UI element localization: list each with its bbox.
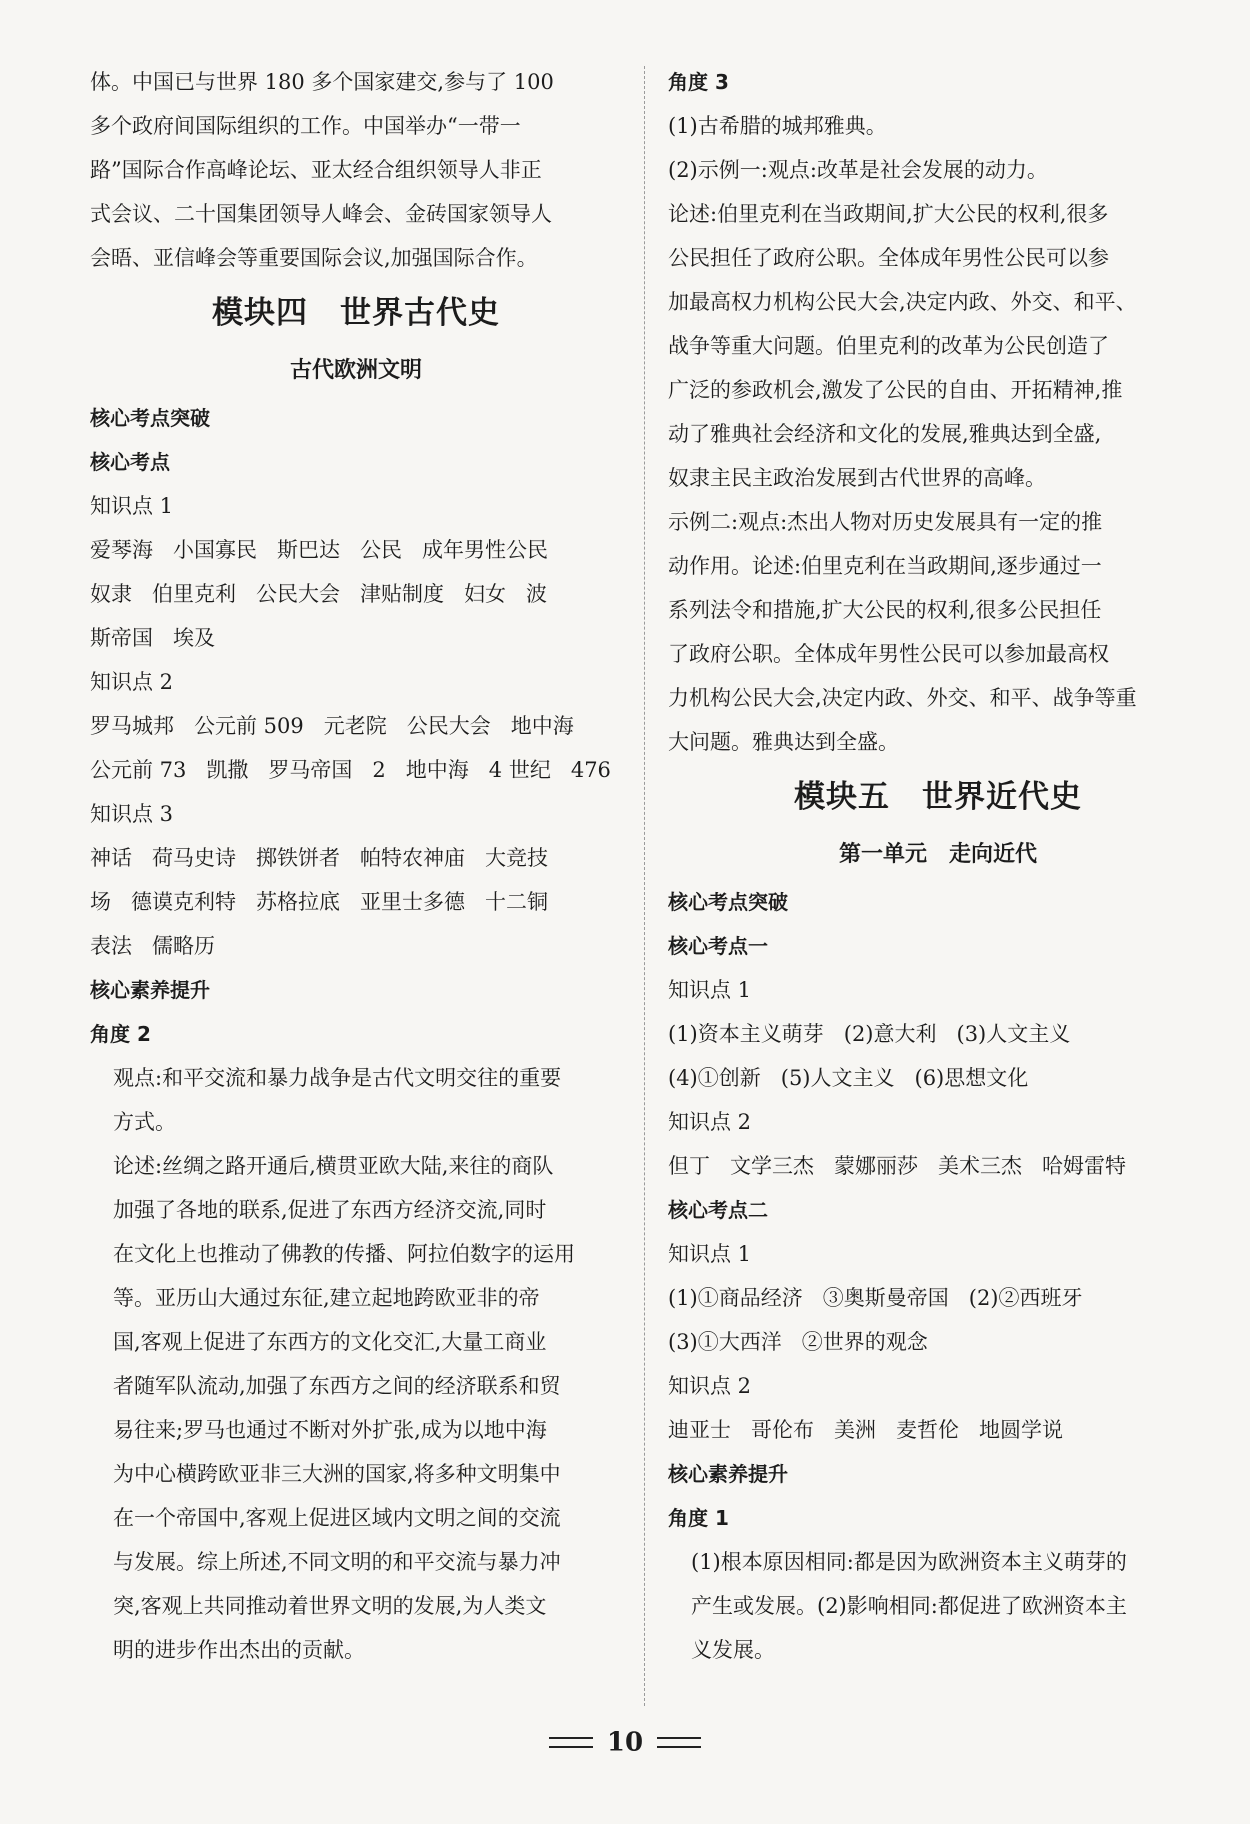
text-line: 体。中国已与世界 180 多个国家建交,参与了 100 — [90, 70, 554, 94]
answer-term: 场 — [90, 890, 111, 914]
text-line: 动作用。论述:伯里克利在当政期间,逐步通过一 — [668, 554, 1102, 578]
answer-terms — [90, 748, 622, 792]
subheading: 角度 3 — [668, 70, 729, 94]
subheading: 核心考点二 — [668, 1198, 768, 1222]
text-line: 加最高权力机构公民大会,决定内政、外交、和平、 — [668, 290, 1137, 314]
column-divider — [644, 66, 645, 1706]
answer-term: 埃及 — [173, 626, 215, 650]
answer-term: (3)①大西洋 — [668, 1330, 782, 1354]
text-line: 者随军队流动,加强了东西方之间的经济联系和贸 — [113, 1374, 561, 1398]
left-column — [90, 60, 622, 1672]
subheading: 核心素养提升 — [668, 1462, 788, 1486]
answer-terms — [90, 880, 622, 924]
answer-term: 波 — [526, 582, 547, 606]
answer-term: 但丁 — [668, 1154, 710, 1178]
answer-term: 伯里克利 — [152, 582, 236, 606]
text-line: 易往来;罗马也通过不断对外扩张,成为以地中海 — [113, 1418, 547, 1442]
answer-term: 地圆学说 — [979, 1418, 1063, 1442]
answer-term: (1)①商品经济 — [668, 1286, 803, 1310]
text-line: 式会议、二十国集团领导人峰会、金砖国家领导人 — [90, 202, 552, 226]
answer-term: 文学三杰 — [730, 1154, 814, 1178]
answer-term: 公民大会 — [256, 582, 340, 606]
answer-term: 妇女 — [464, 582, 506, 606]
answer-term: 罗马城邦 — [90, 714, 174, 738]
answer-term: 津贴制度 — [360, 582, 444, 606]
answer-term: 2 — [372, 758, 386, 782]
answer-term: 公民大会 — [406, 714, 491, 738]
text-line: 知识点 3 — [90, 802, 174, 826]
answer-term: 凯撒 — [206, 758, 249, 782]
text-line: 为中心横跨欧亚非三大洲的国家,将多种文明集中 — [113, 1462, 561, 1486]
answer-term: ②世界的观念 — [801, 1330, 928, 1354]
text-line: 明的进步作出杰出的贡献。 — [113, 1638, 365, 1662]
answer-term: 4 世纪 — [488, 758, 551, 782]
text-line: 动了雅典社会经济和文化的发展,雅典达到全盛, — [668, 422, 1102, 446]
answer-term: 大竞技 — [485, 846, 548, 870]
answer-term: 哥伦布 — [751, 1418, 814, 1442]
footer-rule-left — [549, 1737, 593, 1748]
text-line: 知识点 2 — [668, 1374, 752, 1398]
text-line: 会晤、亚信峰会等重要国际会议,加强国际合作。 — [90, 246, 538, 270]
answer-term: 美洲 — [834, 1418, 876, 1442]
text-line: 知识点 2 — [90, 670, 174, 694]
text-line: 大问题。雅典达到全盛。 — [668, 730, 899, 754]
page-number: 10 — [606, 1727, 644, 1758]
section-title: 第一单元 走向近代 — [838, 842, 1037, 867]
answer-term: 哈姆雷特 — [1042, 1154, 1126, 1178]
text-line: 在文化上也推动了佛教的传播、阿拉伯数字的运用 — [113, 1242, 575, 1266]
text-line: 知识点 2 — [668, 1110, 752, 1134]
answer-term: 十二铜 — [485, 890, 548, 914]
subheading: 核心考点一 — [668, 934, 768, 958]
module-title: 模块四 世界古代史 — [212, 295, 500, 331]
answer-term: 地中海 — [510, 714, 574, 738]
answer-term: 苏格拉底 — [256, 890, 340, 914]
answer-term: 德谟克利特 — [131, 890, 236, 914]
subheading: 核心考点 — [90, 450, 170, 474]
text-line: 奴隶主民主政治发展到古代世界的高峰。 — [668, 466, 1046, 490]
answer-term: 元老院 — [323, 714, 387, 738]
text-line: 论述:丝绸之路开通后,横贯亚欧大陆,来往的商队 — [113, 1154, 554, 1178]
text-line: 公民担任了政府公职。全体成年男性公民可以参 — [668, 246, 1109, 270]
answer-term: (2)②西班牙 — [968, 1286, 1083, 1310]
text-line: 方式。 — [113, 1110, 176, 1134]
answer-term: 神话 — [90, 846, 132, 870]
answer-term: 476 — [570, 758, 611, 782]
right-column — [668, 60, 1208, 1672]
answer-term: 美术三杰 — [938, 1154, 1022, 1178]
answer-term: 奴隶 — [90, 582, 132, 606]
answer-term: 成年男性公民 — [422, 538, 548, 562]
text-line: 知识点 1 — [90, 494, 174, 518]
text-line: 广泛的参政机会,激发了公民的自由、开拓精神,推 — [668, 378, 1123, 402]
text-line: (2)示例一:观点:改革是社会发展的动力。 — [668, 158, 1048, 182]
answer-terms — [90, 836, 622, 880]
subheading: 核心考点突破 — [90, 406, 210, 430]
answer-terms — [668, 1320, 1208, 1364]
answer-term: (6)思想文化 — [914, 1066, 1029, 1090]
answer-terms — [90, 616, 622, 660]
answer-term: 荷马史诗 — [152, 846, 236, 870]
text-line: 产生或发展。(2)影响相同:都促进了欧洲资本主 — [691, 1594, 1127, 1618]
answer-terms — [90, 924, 622, 968]
text-line: 系列法令和措施,扩大公民的权利,很多公民担任 — [668, 598, 1102, 622]
text-line: 路”国际合作高峰论坛、亚太经合组织领导人非正 — [90, 158, 542, 182]
text-line: (1)古希腊的城邦雅典。 — [668, 114, 887, 138]
answer-term: 爱琴海 — [90, 538, 153, 562]
answer-terms — [668, 1144, 1208, 1188]
answer-term: (1)资本主义萌芽 — [668, 1022, 824, 1046]
text-line: (1)根本原因相同:都是因为欧洲资本主义萌芽的 — [691, 1550, 1127, 1574]
text-line: 在一个帝国中,客观上促进区域内文明之间的交流 — [113, 1506, 561, 1530]
subheading: 角度 1 — [668, 1506, 729, 1530]
text-line: 多个政府间国际组织的工作。中国举办“一带一 — [90, 114, 521, 138]
answer-term: 儒略历 — [152, 934, 215, 958]
answer-terms — [668, 1408, 1208, 1452]
answer-term: 麦哲伦 — [896, 1418, 959, 1442]
answer-term: (5)人文主义 — [780, 1066, 895, 1090]
answer-term: (4)①创新 — [668, 1066, 761, 1090]
answer-term: 小国寡民 — [173, 538, 257, 562]
answer-term: 表法 — [90, 934, 132, 958]
answer-term: 亚里士多德 — [360, 890, 465, 914]
text-line: 突,客观上共同推动着世界文明的发展,为人类文 — [113, 1594, 547, 1618]
text-line: 义发展。 — [691, 1638, 775, 1662]
answer-term: 公元前 73 — [90, 758, 187, 782]
answer-terms — [668, 1012, 1208, 1056]
footer-rule-right — [657, 1737, 701, 1748]
text-line: 与发展。综上所述,不同文明的和平交流与暴力冲 — [113, 1550, 561, 1574]
answer-term: (2)意大利 — [843, 1022, 937, 1046]
answer-term: 罗马帝国 — [268, 758, 353, 782]
text-line: 等。亚历山大通过东征,建立起地跨欧亚非的帝 — [113, 1286, 540, 1310]
answer-term: 迪亚士 — [668, 1418, 731, 1442]
answer-terms — [90, 572, 622, 616]
answer-term: 斯帝国 — [90, 626, 153, 650]
answer-terms — [90, 704, 622, 748]
text-line: 观点:和平交流和暴力战争是古代文明交往的重要 — [113, 1066, 562, 1090]
text-line: 力机构公民大会,决定内政、外交、和平、战争等重 — [668, 686, 1137, 710]
subheading: 核心考点突破 — [668, 890, 788, 914]
module-title: 模块五 世界近代史 — [794, 779, 1082, 815]
subheading: 角度 2 — [90, 1022, 151, 1046]
answer-term: 蒙娜丽莎 — [834, 1154, 918, 1178]
answer-terms — [90, 528, 622, 572]
answer-term: 公民 — [360, 538, 402, 562]
subheading: 核心素养提升 — [90, 978, 210, 1002]
text-line: 国,客观上促进了东西方的文化交汇,大量工商业 — [113, 1330, 547, 1354]
text-line: 知识点 1 — [668, 1242, 752, 1266]
answer-terms — [668, 1276, 1208, 1320]
text-line: 论述:伯里克利在当政期间,扩大公民的权利,很多 — [668, 202, 1109, 226]
answer-term: 斯巴达 — [277, 538, 340, 562]
answer-term: 地中海 — [405, 758, 469, 782]
text-line: 了政府公职。全体成年男性公民可以参加最高权 — [668, 642, 1109, 666]
answer-term: 公元前 509 — [194, 714, 304, 738]
section-title: 古代欧洲文明 — [289, 358, 422, 383]
text-line: 知识点 1 — [668, 978, 752, 1002]
answer-terms — [668, 1056, 1208, 1100]
answer-term: 掷铁饼者 — [256, 846, 340, 870]
answer-term: ③奥斯曼帝国 — [822, 1286, 949, 1310]
text-line: 加强了各地的联系,促进了东西方经济交流,同时 — [113, 1198, 547, 1222]
page-footer — [0, 1722, 1250, 1762]
answer-term: 帕特农神庙 — [360, 846, 465, 870]
text-line: 示例二:观点:杰出人物对历史发展具有一定的推 — [668, 510, 1103, 534]
answer-term: (3)人文主义 — [956, 1022, 1071, 1046]
text-line: 战争等重大问题。伯里克利的改革为公民创造了 — [668, 334, 1109, 358]
